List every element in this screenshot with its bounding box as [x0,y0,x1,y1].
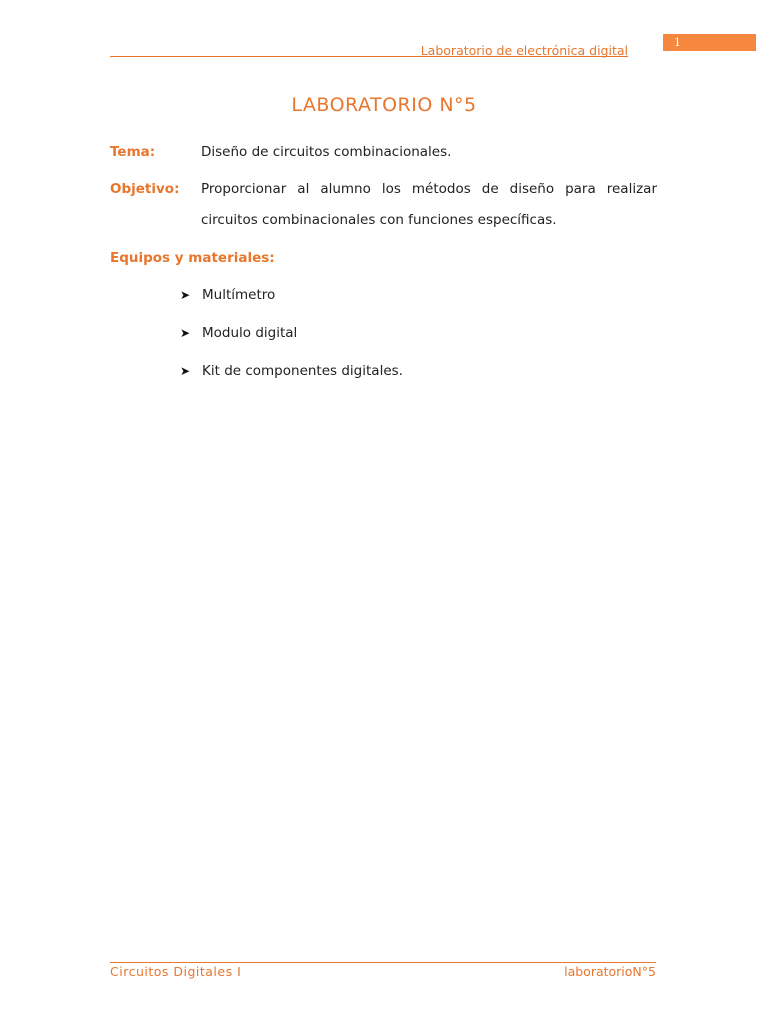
list-item [180,287,275,303]
arrowhead-bullet-icon: ➤ [180,326,191,340]
objetivo-label: Objetivo: [110,181,180,197]
footer-lab: laboratorioN°5 [564,964,656,979]
list-item-label: Kit de componentes digitales. [202,363,403,379]
page-number: 1 [674,36,681,49]
arrowhead-bullet-icon: ➤ [180,364,191,378]
tema-value: Diseño de circuitos combinacionales. [201,144,452,160]
document-title: LABORATORIO N°5 [291,94,477,116]
objetivo-line-1: Proporcionar al alumno los métodos de diseño para realizar [201,181,657,197]
page-number-badge [663,34,756,51]
list-item-label: Multímetro [202,287,276,303]
list-item-label: Modulo digital [202,325,298,341]
tema-label: Tema: [110,144,156,160]
equipos-label: Equipos y materiales: [110,250,275,266]
header-rule [110,56,628,57]
list-item [180,325,297,341]
footer-rule [110,962,656,963]
footer-course: Circuitos Digitales I [110,964,242,979]
objetivo-line-2: circuitos combinacionales con funciones específicas. [201,212,557,228]
running-header: Laboratorio de electrónica digital [420,43,628,58]
list-item [180,363,403,379]
arrowhead-bullet-icon: ➤ [180,288,191,302]
